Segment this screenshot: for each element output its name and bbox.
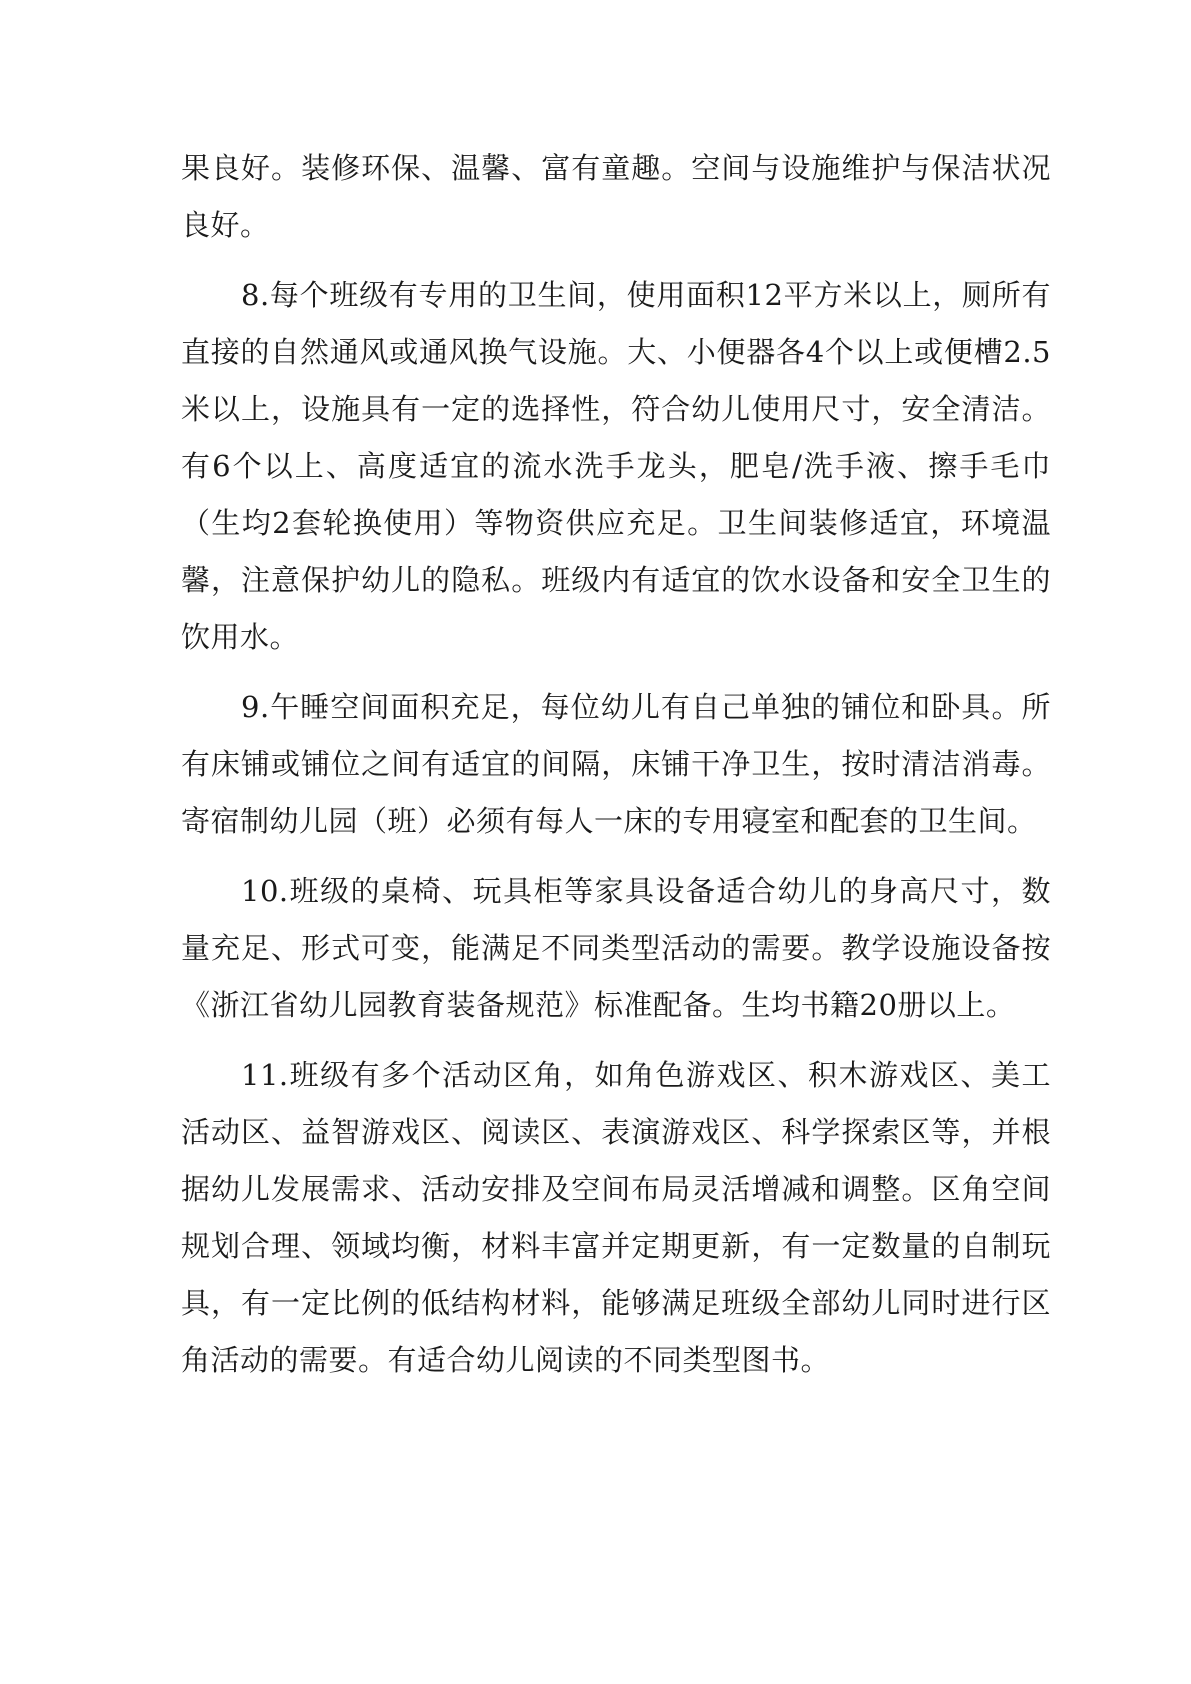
paragraph-item-10: 10.班级的桌椅、玩具柜等家具设备适合幼儿的身高尺寸，数量充足、形式可变，能满足不同类型活动的需要。教学设施设备按《浙江省幼儿园教育装备规范》标准配备。生均书籍20册以上。 xyxy=(181,874,1051,1022)
paragraph-item-11: 11.班级有多个活动区角，如角色游戏区、积木游戏区、美工活动区、益智游戏区、阅读区、表演游戏区、科学探索区等，并根据幼儿发展需求、活动安排及空间布局灵活增减和调整。区角空间规划合理、领域均衡，材料丰富并定期更新，有一定数量的自制玩具，有一定比例的低结构材料，能够满足班级全部幼儿同时进行区角活动的需要。有适合幼儿阅读的不同类型图书。 xyxy=(181,1058,1051,1377)
paragraph-continuation: 果良好。装修环保、温馨、富有童趣。空间与设施维护与保洁状况良好。 xyxy=(181,151,1051,242)
paragraph-item-8: 8.每个班级有专用的卫生间，使用面积12平方米以上，厕所有直接的自然通风或通风换气设施。大、小便器各4个以上或便槽2.5米以上，设施具有一定的选择性，符合幼儿使用尺寸，安全清洁。有6个以上、高度适宜的流水洗手龙头，肥皂/洗手液、擦手毛巾（生均2套轮换使用）等物资供应充足。卫生间装修适宜，环境温馨，注意保护幼儿的隐私。班级内有适宜的饮水设备和安全卫生的饮用水。 xyxy=(181,278,1051,654)
paragraph-item-9: 9.午睡空间面积充足，每位幼儿有自己单独的铺位和卧具。所有床铺或铺位之间有适宜的间隔，床铺干净卫生，按时清洁消毒。寄宿制幼儿园（班）必须有每人一床的专用寝室和配套的卫生间。 xyxy=(181,690,1051,838)
document-page xyxy=(181,140,1051,1402)
